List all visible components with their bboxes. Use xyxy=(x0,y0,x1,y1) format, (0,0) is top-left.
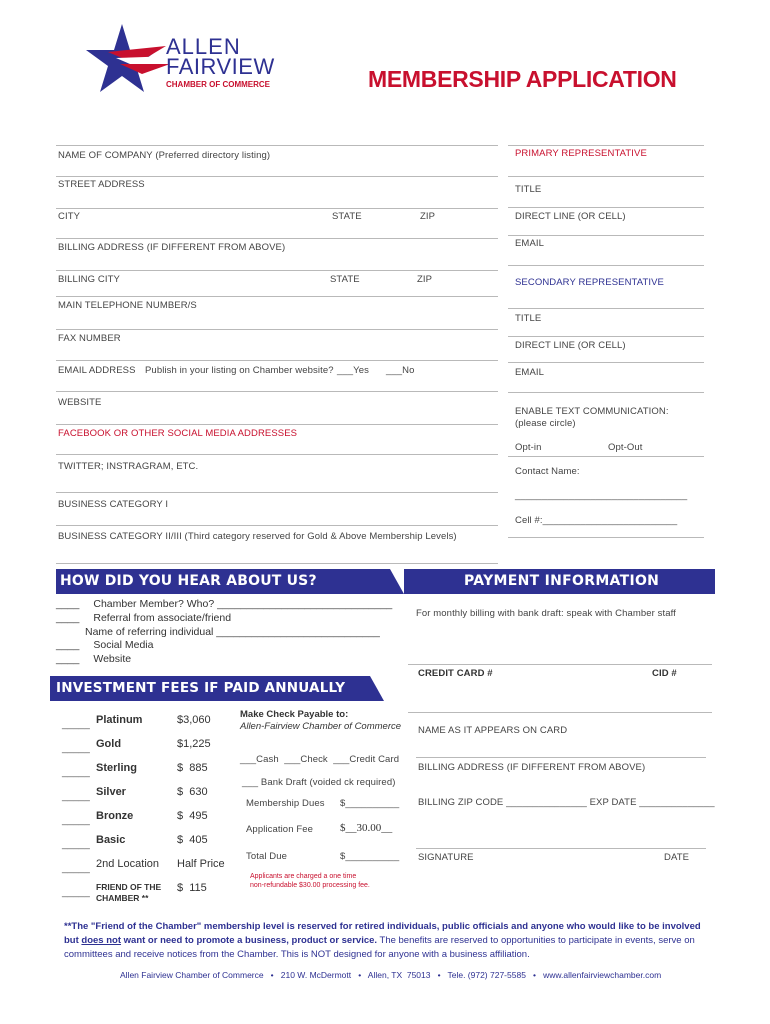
company-field[interactable] xyxy=(56,176,498,177)
membership-dues-label: Membership Dues xyxy=(246,798,325,809)
payee-label: Allen-Fairview Chamber of Commerce xyxy=(240,721,402,732)
fees-bar-slant-icon xyxy=(364,676,384,701)
credit-card-label: CREDIT CARD # xyxy=(418,668,493,679)
direct2-label: DIRECT LINE (OR CELL) xyxy=(515,340,626,351)
primary-rep-field[interactable] xyxy=(508,176,704,177)
email-label: EMAIL ADDRESS xyxy=(58,365,136,376)
payment-method-options[interactable]: ___Cash ___Check ___Credit Card xyxy=(240,754,400,765)
logo xyxy=(86,20,286,100)
category23-label: BUSINESS CATEGORY II/III (Third category reserved for Gold & Above Membership Levels) xyxy=(58,531,457,542)
name-on-card-label: NAME AS IT APPEARS ON CARD xyxy=(418,725,568,736)
billing-address-field[interactable] xyxy=(56,270,498,271)
title1-field[interactable] xyxy=(508,207,704,208)
website-label: WEBSITE xyxy=(58,397,102,408)
membership-dues-field[interactable]: $__________ xyxy=(340,798,400,809)
publish-no-option[interactable]: ___No xyxy=(386,365,415,376)
state-label: STATE xyxy=(332,211,362,222)
category1-field[interactable] xyxy=(56,525,498,526)
table-row[interactable]: _____ Basic $ 405 xyxy=(62,834,208,850)
zip-label: ZIP xyxy=(420,211,436,222)
direct1-label: DIRECT LINE (OR CELL) xyxy=(515,211,626,222)
publish-label: Publish in your listing on Chamber website? xyxy=(145,365,334,376)
secondary-rep-label: SECONDARY REPRESENTATIVE xyxy=(515,277,664,288)
list-item[interactable]: ____ Chamber Member? Who? ______________________________ xyxy=(56,598,393,610)
twitter-field[interactable] xyxy=(56,492,498,493)
billing-city-field[interactable] xyxy=(56,296,498,297)
application-fee-value: $__30.00__ xyxy=(340,822,393,834)
star-logo-icon xyxy=(86,20,176,100)
contact-name-field[interactable]: ________________________________ xyxy=(515,490,688,501)
title2-label: TITLE xyxy=(515,313,542,324)
phone-field[interactable] xyxy=(56,329,498,330)
payment-heading: PAYMENT INFORMATION xyxy=(464,573,660,589)
table-row[interactable]: _____ Bronze $ 495 xyxy=(62,810,208,826)
opt-in-option[interactable]: Opt-in xyxy=(515,442,542,453)
logo-line3: CHAMBER OF COMMERCE xyxy=(166,80,270,89)
fax-field[interactable] xyxy=(56,360,498,361)
website-field[interactable] xyxy=(56,424,498,425)
list-item[interactable]: ____ Referral from associate/friend xyxy=(56,612,232,624)
table-row[interactable]: _____ Sterling $ 885 xyxy=(62,762,208,778)
friend-note: **The "Friend of the Chamber" membership level is reserved for retired individuals, public officials and anyone who would like to be involved but does not want or need to promote a business, product or service. The benefits are reserved to opportunities to participate in events, serve on committees and receive notices from the Chamber. This is NOT designed for anyone with a business affiliation. xyxy=(64,920,714,962)
billing-address-label: BILLING ADDRESS (IF DIFFERENT FROM ABOVE) xyxy=(58,242,286,253)
logo-line1: ALLEN xyxy=(166,34,241,59)
table-row[interactable]: _____ Platinum $3,060 xyxy=(62,714,211,730)
friend-note-line1: **The "Friend of the Chamber" membership level is reserved for retired individuals, public officials and anyone who would like to be involved xyxy=(64,921,701,932)
billing-zip-label: ZIP xyxy=(417,274,433,285)
page-title: MEMBERSHIP APPLICATION xyxy=(368,66,677,92)
street-field[interactable] xyxy=(56,208,498,209)
signature-label: SIGNATURE xyxy=(418,852,474,863)
list-item[interactable]: Name of referring individual ____________________________ xyxy=(85,626,380,638)
hear-about-header xyxy=(56,569,384,594)
total-due-field[interactable]: $__________ xyxy=(340,851,400,862)
opt-out-option[interactable]: Opt-Out xyxy=(608,442,643,453)
email1-label: EMAIL xyxy=(515,238,545,249)
friend-note-line3: committees and receive notices from the Chamber. This is NOT designed for anyone with a business affiliation. xyxy=(64,949,530,960)
primary-rep-label: PRIMARY REPRESENTATIVE xyxy=(515,148,647,159)
company-label: NAME OF COMPANY (Preferred directory listing) xyxy=(58,150,271,161)
twitter-label: TWITTER; INSTRAGRAM, ETC. xyxy=(58,461,199,472)
secondary-rep-field[interactable] xyxy=(508,308,704,309)
fees-heading: INVESTMENT FEES IF PAID ANNUALLY xyxy=(56,680,346,696)
credit-card-field[interactable] xyxy=(408,712,712,713)
payment-header xyxy=(404,569,715,594)
email2-label: EMAIL xyxy=(515,367,545,378)
monthly-billing-note: For monthly billing with bank draft: speak with Chamber staff xyxy=(416,608,676,619)
social-field[interactable] xyxy=(56,454,498,455)
title1-label: TITLE xyxy=(515,184,542,195)
social-label: FACEBOOK OR OTHER SOCIAL MEDIA ADDRESSES xyxy=(58,428,298,439)
email1-field[interactable] xyxy=(508,265,704,266)
please-circle-label: (please circle) xyxy=(515,418,576,429)
date-label: DATE xyxy=(664,852,690,863)
table-row[interactable]: _____ FRIEND OF THE CHAMBER ** $ 115 xyxy=(62,882,207,903)
logo-line2: FAIRVIEW xyxy=(166,54,275,79)
total-due-label: Total Due xyxy=(246,851,288,862)
table-row[interactable]: _____ Silver $ 630 xyxy=(62,786,208,802)
direct1-field[interactable] xyxy=(508,235,704,236)
enable-text-label: ENABLE TEXT COMMUNICATION: xyxy=(515,406,669,417)
list-item[interactable]: ____ Social Media xyxy=(56,639,154,651)
table-row[interactable]: _____ 2nd Location Half Price xyxy=(62,858,225,874)
footer-address: Allen Fairview Chamber of Commerce • 210 W. McDermott • Allen, TX 75013 • Tele. (972) 727-5585 • www.allenfairviewchamber.com xyxy=(120,970,662,980)
signature-field[interactable] xyxy=(416,848,706,849)
street-label: STREET ADDRESS xyxy=(58,179,145,190)
list-item[interactable]: ____ Website xyxy=(56,653,132,665)
table-row[interactable]: _____ Gold $1,225 xyxy=(62,738,211,754)
check-payable-label: Make Check Payable to: xyxy=(240,709,349,720)
email-field[interactable] xyxy=(56,391,498,392)
title2-field[interactable] xyxy=(508,336,704,337)
fax-label: FAX NUMBER xyxy=(58,333,121,344)
email2-field[interactable] xyxy=(508,392,704,393)
fees-header xyxy=(50,676,364,701)
card-billing-address-label: BILLING ADDRESS (IF DIFFERENT FROM ABOVE) xyxy=(418,762,646,773)
hear-about-heading: HOW DID YOU HEAR ABOUT US? xyxy=(60,573,317,589)
phone-label: MAIN TELEPHONE NUMBER/S xyxy=(58,300,197,311)
contact-name-label: Contact Name: xyxy=(515,466,580,477)
city-field[interactable] xyxy=(56,238,498,239)
cell-field[interactable]: Cell #:_________________________ xyxy=(515,515,678,526)
publish-yes-option[interactable]: ___Yes xyxy=(337,365,369,376)
billing-zip-exp-field[interactable]: BILLING ZIP CODE _______________ EXP DATE ______________ xyxy=(418,797,715,808)
processing-fee-note: Applicants are charged a one time non-refundable $30.00 processing fee. xyxy=(250,873,370,889)
billing-state-label: STATE xyxy=(330,274,360,285)
bank-draft-option[interactable]: ___ Bank Draft (voided ck required) xyxy=(242,777,396,788)
hear-about-bar-slant-icon xyxy=(384,569,404,594)
city-label: CITY xyxy=(58,211,81,222)
name-on-card-field[interactable] xyxy=(416,757,706,758)
cid-label: CID # xyxy=(652,668,677,679)
category1-label: BUSINESS CATEGORY I xyxy=(58,499,169,510)
direct2-field[interactable] xyxy=(508,362,704,363)
billing-city-label: BILLING CITY xyxy=(58,274,120,285)
category23-field[interactable] xyxy=(56,563,498,564)
application-fee-label: Application Fee xyxy=(246,824,313,835)
